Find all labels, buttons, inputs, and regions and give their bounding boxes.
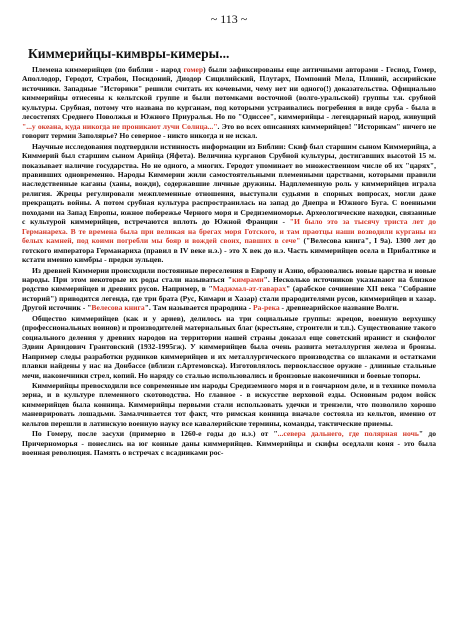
highlighted-text: ...севера дальнего, где полярная ночь	[277, 429, 419, 439]
paragraph	[22, 429, 436, 457]
paragraph	[22, 266, 436, 313]
highlighted-text: Маджмал-ат-таварах	[212, 284, 286, 294]
text-run: " (арабское сочинение XII века "Собрание историй") приводится легенда, где три брата (Рус, Кимари и Хазар) стали прародителями русов, киммерийцев и хазар. Другой источник - "	[22, 284, 436, 313]
text-run: " до Причерноморья - понеслись на юг конные даны киммерийцев. Киммерийцы и скифы оседлали коня - это была военная революция. Память о встречах с всадниками рос-	[22, 429, 436, 458]
text-run: По Гомеру, после засухи (примерно в 1260-е годы до н.э.) от "	[32, 429, 278, 439]
page-number: ~ 113 ~	[210, 12, 248, 26]
body-text	[22, 65, 436, 458]
highlighted-text: гомер	[183, 65, 204, 74]
text-run: Из древней Киммерии происходили постоянные переселения в Европу и Азию, образовались новые царства и новые народы. При этом некоторые их роды стали называться "	[22, 265, 436, 284]
text-run: Киммерийцы превосходили все современные им народы Средиземного моря и в гончарном деле, и в технике помола зерна, и в культуре племенного скотоводства. Но главное - в искусстве верховой езды. Основным родом войск киммерийцев была конница. Киммерийцы первыми стали использовать удечки и трензели, что позволило хорошо маневрировать лошадьми. Замалчивается тот факт, что римская конница вначале состояла из кельтов, именно от кельтов перешли в латинскую военную науку все кавалерийские термины, команды, тактические приемы.	[22, 380, 436, 428]
paragraph	[22, 142, 436, 265]
text-run: Научные исследования подтвердили истинность информации из Библии: Скиф был старшим сыном Киммерийца, а Киммерий был старшим сыном Арийца (Яфета). Величина курганов Срубной культуры, достигавших высотой 15 м. показывает наличие государства. Но не одного, а многих. Геродот упоминает во множественном числе об их "царях", правивших одновременно. Народы Киммерии жили самостоятельными племенными царствами, которыми правили наследственные каганы (ханы, вожди), содержавшие личные дружины. Надплеменную роль у киммерийцев играла религия. Жрецы регулировали межплеменные отношения, выступали судьями в спорных вопросах, могли даже прекращать войны. А потом срубная культура распространилась на запад до Днепра и Южного Буга. С военными походами на Запад Европы, южное побережье Черного моря и Средиземноморье. Археологические находки, связанные с культурой киммерийцев, встречаются вплоть до Южной Франции -	[22, 141, 436, 227]
paragraph	[22, 65, 436, 141]
highlighted-text: кимрами	[232, 274, 264, 284]
highlighted-text: "...у океана, куда никогда не проникают лучи Солнца..."	[22, 121, 218, 131]
text-run: ". Там называется прародина -	[144, 303, 254, 313]
paragraph	[22, 314, 436, 380]
text-run: - древнеарийское название Волги.	[279, 303, 399, 313]
text-run: Племена киммерийцев (по библии - народ	[32, 65, 184, 74]
text-run: ". Несколько источников указывают на близкое родство киммерийцев и древних русов. Например, в "	[22, 274, 437, 294]
text-run: ) были зафиксированы еще античными авторами - Гесиод, Гомер, Аполлодор, Геродот, Страбон, Посидоний, Диодор Сицилийский, Плутарх, Помпоний Мела, Плиний, ассирийские источники. Западные "Историки" решили считать их кочевыми, чему нет ни одного(!) доказательства. Официально киммерийцы отнесены к кельтской группе и были потомками восточной (волго-уральской) группы т.н. срубной культуры. Срубная, потому что названа по курганам, под которыми устраивались погребения в виде сруба - была в лесостепях Среднего Поволжья и Южного Приуралья. Но по "Одиссее", киммерийцы - легендарный народ, живущий	[22, 65, 437, 122]
text-run: . Это во всех описаниях киммерийцев! "Историкам" ничего не говорит термин Заполярье? Но северное - никто никогда и не искал.	[22, 121, 436, 141]
highlighted-text: Велесова книга	[91, 303, 145, 313]
highlighted-text: Ра-река	[253, 303, 280, 313]
text-run: ("Велесова книга", I 9а). 1300 лет до готского императора Германариха (правил в IV веке н.э.) - это X век до н.э. Часть киммерийцев осела в Прибалтике и кстати именно кимбры - предки зульцев.	[22, 236, 437, 265]
highlighted-text: "И было это за тысячу триста лет до Германареха. В те времена была при великая на брегах моря Готского, и там праотцы наши возводили курганы из белых камней, под коими погребли мы бояр и вождей своих, павших в сече"	[22, 217, 436, 246]
paragraph	[22, 381, 436, 428]
text-run: Общество киммерийцев (как и у ариев), делилось на три социальные группы: жрецов, военную верхушку (профессиональных воинов) и производителей материальных благ (крестьяне, строители и т.п.). Существование такого социального деления у древних народов на территории нашей страны доказал еще советский иранист и скифолог Эдвин Арвидович Грантовский (1932-1995гж). У киммерийцев была очень развита металлургия железа и бронзы. Например следы разработки рудников киммерийцев и их металлургического производства со шлаками и остатками плавки найдены у нас на Донбассе (вблизи г.Артемовска). Изготовлялось первоклассное оружие - длинные стальные мечи, наконечники стрел, копий. Но наряду со сталью использовались и бронзовые наконечники и боевые топоры.	[22, 313, 436, 380]
section-title: Киммерийцы-кимвры-кимеры...	[28, 46, 230, 61]
